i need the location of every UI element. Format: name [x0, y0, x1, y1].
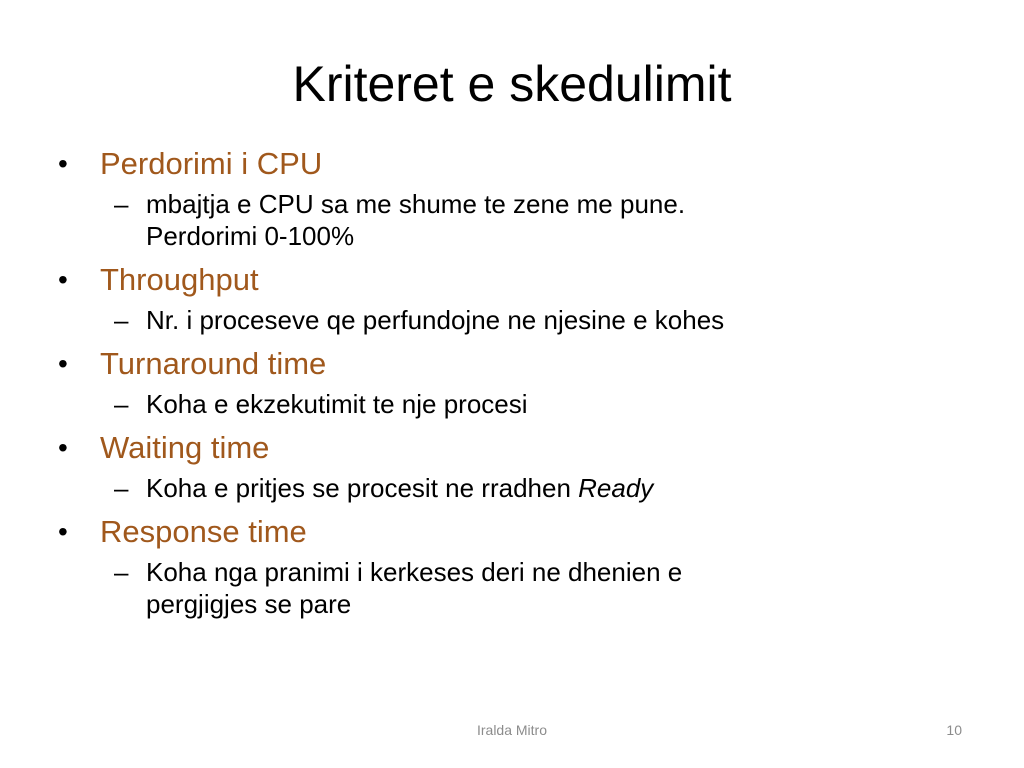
bullet-glyph: • — [58, 148, 68, 179]
bullet-text: Throughput — [100, 262, 259, 297]
sub-item — [58, 472, 978, 504]
footer-author: Iralda Mitro — [476, 722, 548, 738]
bullet-glyph: • — [58, 516, 68, 547]
sub-item — [58, 556, 978, 620]
bullet-glyph: • — [58, 264, 68, 295]
dash-glyph: – — [114, 557, 129, 587]
sub-text-line: Koha e ekzekutimit te nje procesi — [146, 389, 528, 419]
sub-text-line: Koha nga pranimi i kerkeses deri ne dhenien e — [146, 557, 683, 587]
sub-text-line: mbajtja e CPU sa me shume te zene me pune. — [146, 189, 686, 219]
sub-text-line: Perdorimi 0-100% — [146, 221, 355, 251]
sub-item — [58, 188, 978, 252]
dash-glyph: – — [114, 189, 129, 219]
bullet-item — [58, 510, 978, 554]
bullet-glyph: • — [58, 348, 68, 379]
sub-text-line: Nr. i proceseve qe perfundojne ne njesine e kohes — [146, 305, 725, 335]
sub-item — [58, 304, 978, 336]
bullet-glyph: • — [58, 432, 68, 463]
bullet-text: Perdorimi i CPU — [100, 146, 323, 181]
sub-text-line: pergjigjes se pare — [146, 589, 352, 619]
bullet-text: Waiting time — [100, 430, 270, 465]
bullet-item — [58, 426, 978, 470]
bullet-text: Turnaround time — [100, 346, 327, 381]
sub-text: Koha e pritjes se procesit ne rradhen — [146, 473, 579, 503]
dash-glyph: – — [114, 473, 129, 503]
bullet-text: Response time — [100, 514, 307, 549]
dash-glyph: – — [114, 305, 129, 335]
dash-glyph: – — [114, 389, 129, 419]
sub-item — [58, 388, 978, 420]
slide-title: Kriteret e skedulimit — [292, 56, 732, 112]
bullet-item — [58, 342, 978, 386]
sub-text-line — [146, 472, 978, 504]
sub-text-italic: Ready — [578, 473, 654, 503]
bullet-list — [58, 142, 978, 626]
bullet-item — [58, 258, 978, 302]
bullet-item — [58, 142, 978, 186]
page-number: 10 — [946, 722, 962, 738]
